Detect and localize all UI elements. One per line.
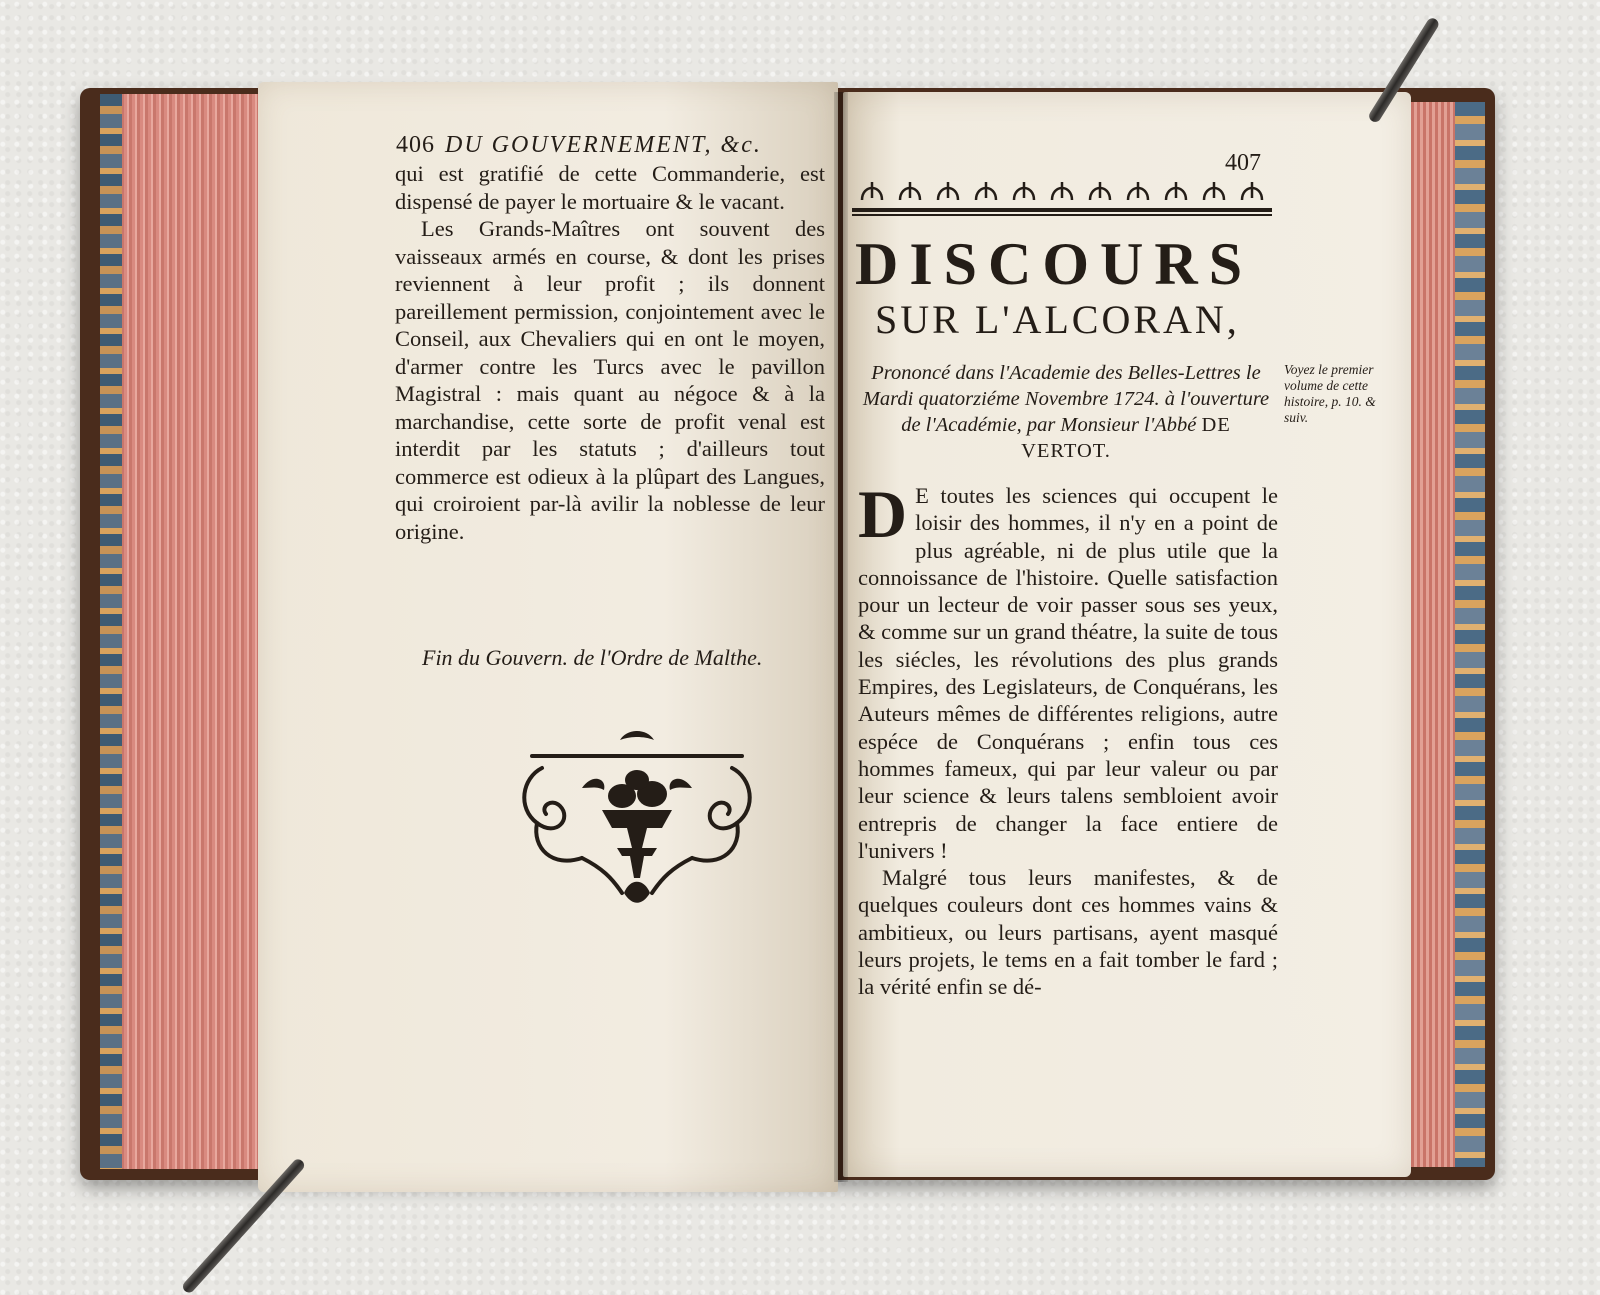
decorative-headpiece-icon xyxy=(852,170,1272,218)
left-paragraph-1: qui est gratifié de cette Commanderie, est dispensé de payer le mortuaire & le vacant. xyxy=(395,161,825,214)
right-paragraph-1-text: E toutes les sciences qui occupent le loisir des hommes, il n'y en a point de plus agréable, ni de plus utile que la connoissance de l'histoire. Quelle satisfaction pour un lecteur de voir passer sous ses yeux, & comme sur un grand théatre, la suite de tous les siécles, les révolutions des plus grands Empires, des Legislateurs, de Conquérans, les Auteurs mêmes de différentes religions, autre espéce de Conquérans ; enfin tous ces hommes fameux, qui par leur valeur ou par leur science & leurs talens sembloient avoir entrepris de changer la face entiere de l'univers ! xyxy=(858,483,1278,863)
left-paragraph-2: Les Grands-Maîtres ont souvent des vaisseaux armés en course, & dont les prises reviennent à leur profit ; ils donnent pareillement permission, conjointement avec le Conseil, aux Chevaliers qui en ont le moyen, d'armer contre les Turcs avec le pavillon Magistral : mais quant au négoce & à la marchandise, cette sorte de profit venal est interdit par les statuts ; d'ailleurs tout commerce est odieux à la plûpart des Langues, qui croiroient par-là avilir la noblesse de leur origine. xyxy=(395,216,825,544)
right-paragraph-2: Malgré tous leurs manifestes, & de quelques couleurs dont ces hommes vains & ambitieux, ou leurs partisans, ayent masqué leurs projets, le tems en a fait tomber le fard ; la vérité enfin se dé- xyxy=(858,865,1278,1000)
left-running-title: DU GOUVERNEMENT, &c. xyxy=(445,132,762,158)
right-body-text xyxy=(858,476,1278,1001)
drop-cap: D xyxy=(858,476,908,552)
left-page-number: 406 xyxy=(396,132,435,158)
discourse-subtitle xyxy=(856,360,1276,464)
marbled-edge-left xyxy=(100,94,122,1169)
subtitle-italic-text: Prononcé dans l'Academie des Belles-Lettres le Mardi quatorziéme Novembre 1724. à l'ouverture de l'Académie, par Monsieur l'Abbé xyxy=(862,362,1270,436)
left-running-head xyxy=(396,132,762,159)
right-page-number: 407 xyxy=(1225,150,1261,176)
book-gutter xyxy=(834,92,848,1182)
discourse-title-line2: SUR L'ALCORAN, xyxy=(875,297,1240,342)
subtitle-author: DE VERTOT. xyxy=(1021,414,1231,462)
marbled-edge-right xyxy=(1455,102,1485,1167)
section-end-note: Fin du Gouvern. de l'Ordre de Malthe. xyxy=(422,645,763,670)
right-page-edges xyxy=(1405,102,1485,1167)
margin-note: Voyez le premier volume de cette histoire, p. 10. & suiv. xyxy=(1284,362,1376,425)
left-body-text xyxy=(395,160,825,545)
fruit-basket-vignette-icon xyxy=(512,728,762,918)
right-paragraph-1 xyxy=(858,476,1278,864)
discourse-title: DISCOURS xyxy=(855,231,1254,297)
